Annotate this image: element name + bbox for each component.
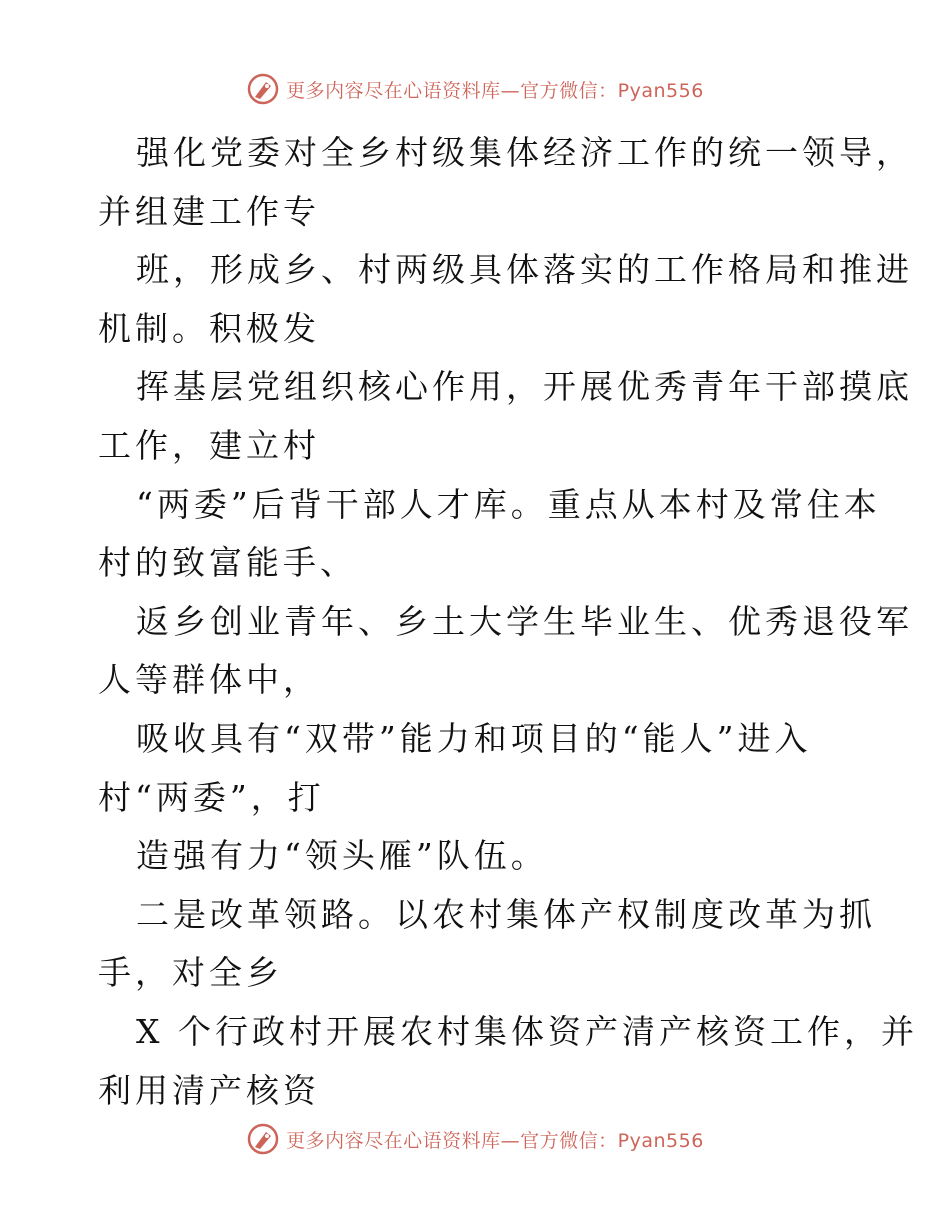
text-line: 并组建工作专 (98, 191, 320, 231)
text-line: 手，对全乡 (98, 953, 283, 993)
text-line: 人等群体中， (98, 660, 320, 700)
text-line: “两委”后背干部人才库。重点从本村及常住本 (136, 484, 881, 524)
watermark-header (0, 72, 950, 106)
text-line: 工作，建立村 (98, 425, 320, 465)
text-line: 挥基层党组织核心作用，开展优秀青年干部摸底 (136, 367, 913, 407)
document-body (98, 124, 918, 1120)
text-line: 利用清产核资 (98, 1070, 320, 1110)
pen-nib-seal-icon (246, 72, 280, 106)
text-line: 二是改革领路。以农村集体产权制度改革为抓 (136, 894, 876, 934)
watermark-text: 更多内容尽在心语资料库—官方微信：Pyan556 (286, 1129, 704, 1152)
text-line: 村的致富能手、 (98, 543, 357, 583)
pen-nib-seal-icon (246, 1122, 280, 1156)
text-line: 返乡创业青年、乡土大学生毕业生、优秀退役军 (136, 601, 913, 641)
text-line: 吸收具有“双带”能力和项目的“能人”进入 (136, 718, 812, 758)
text-line: 村“两委”，打 (98, 777, 325, 817)
text-line: 机制。积极发 (98, 308, 320, 348)
text-line: 强化党委对全乡村级集体经济工作的统一领导， (136, 133, 913, 172)
text-line: 造强有力“领头雁”队伍。 (136, 836, 548, 876)
text-line: 班，形成乡、村两级具体落实的工作格局和推进 (136, 250, 913, 290)
text-line: X 个行政村开展农村集体资产清产核资工作，并 (136, 1011, 918, 1051)
watermark-footer (0, 1122, 950, 1156)
watermark-text: 更多内容尽在心语资料库—官方微信：Pyan556 (286, 79, 704, 102)
